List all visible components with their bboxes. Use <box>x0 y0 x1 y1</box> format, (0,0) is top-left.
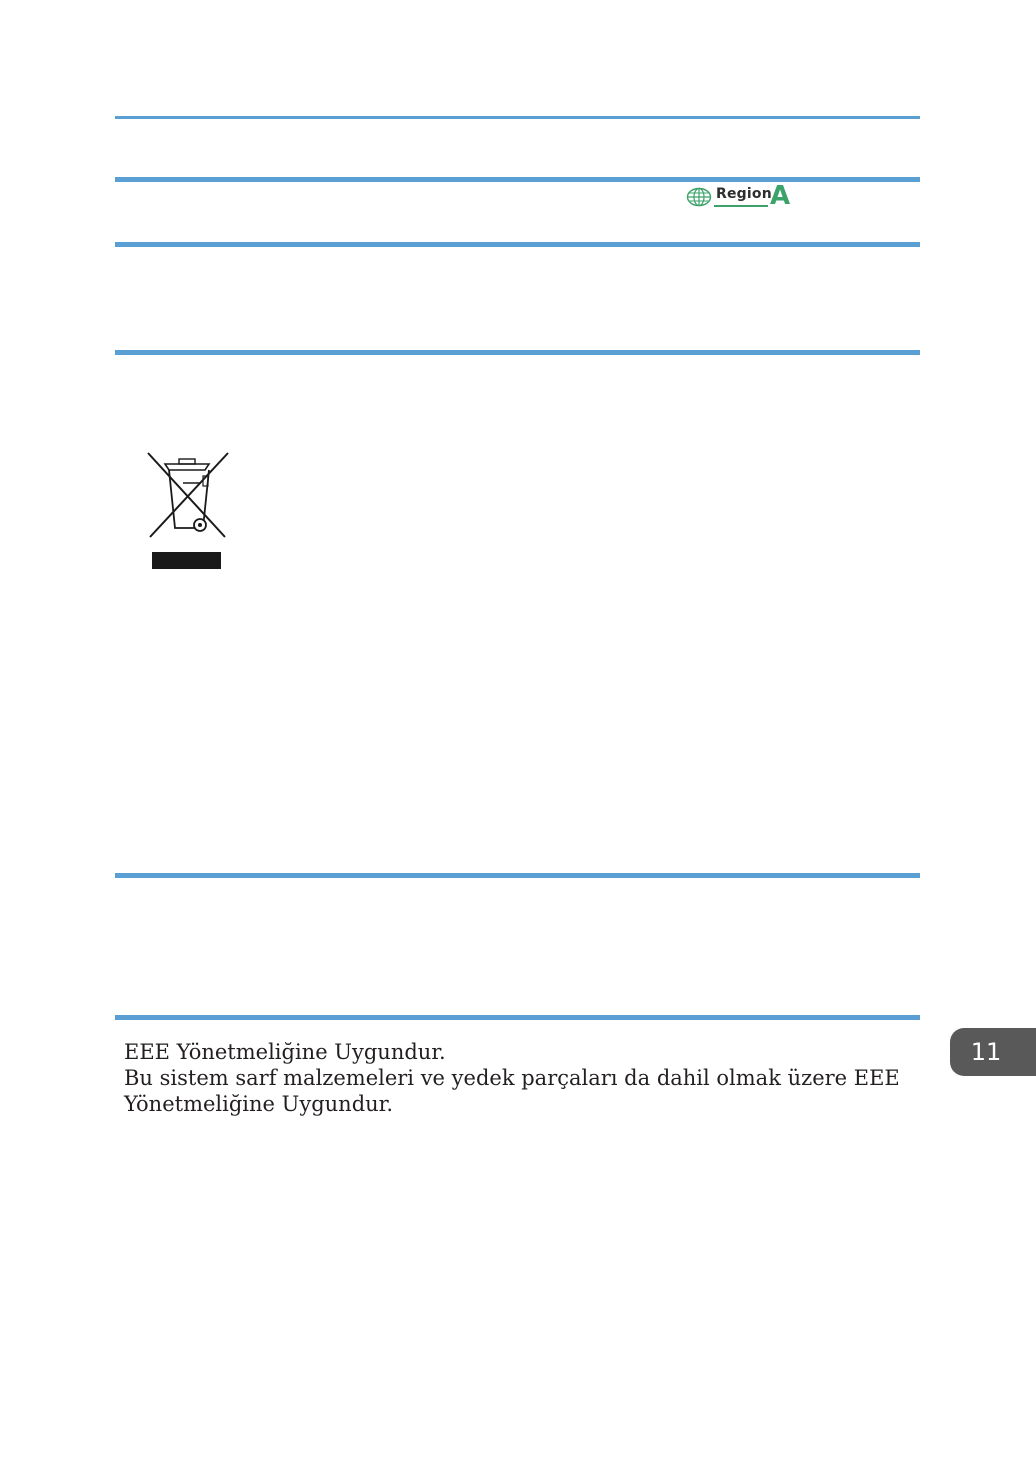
chapter-number: 11 <box>970 1038 1002 1066</box>
body-line: EEE Yönetmeliğine Uygundur. <box>124 1040 446 1064</box>
section-rule <box>115 350 920 355</box>
region-letter: A <box>770 181 791 211</box>
region-label: Region <box>716 186 772 202</box>
body-line: Bu sistem sarf malzemeleri ve yedek parçaları da dahil olmak üzere EEE Yönetmeliğine Uygundur. <box>124 1066 900 1116</box>
body-text <box>124 1039 924 1117</box>
section-rule <box>115 873 920 878</box>
region-badge <box>686 181 796 211</box>
section-rule <box>115 242 920 247</box>
region-underline <box>714 205 768 207</box>
crossed-out-wheelie-bin-icon <box>145 450 231 572</box>
top-rule <box>115 116 920 119</box>
section-rule <box>115 1015 920 1020</box>
section-rule <box>115 177 920 182</box>
globe-icon <box>686 187 712 207</box>
chapter-tab <box>950 1028 1036 1076</box>
